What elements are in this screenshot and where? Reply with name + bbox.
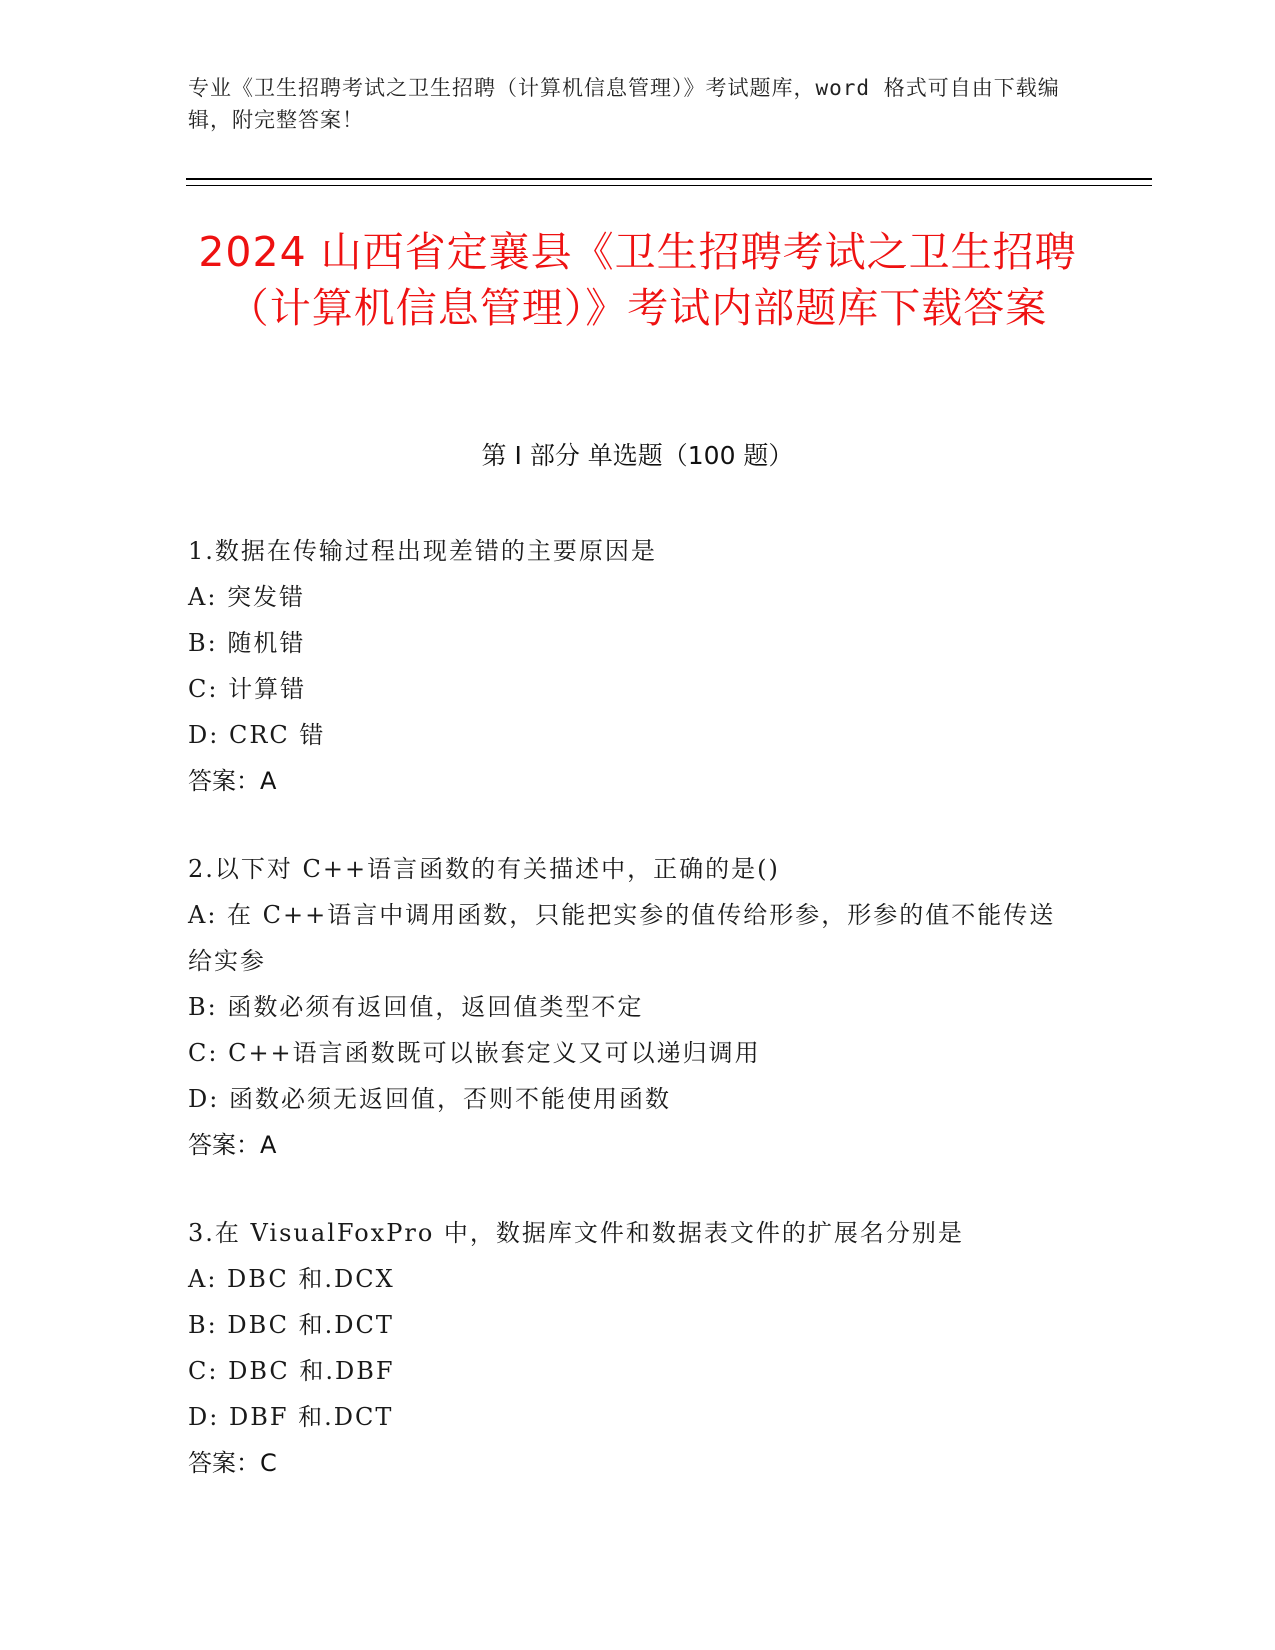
header-rule-thick [186,178,1152,180]
header-note: 专业《卫生招聘考试之卫生招聘（计算机信息管理）》考试题库，word 格式可自由下载编辑，附完整答案！ [188,76,1060,132]
option-c: C: DBC 和.DBF [188,1357,395,1385]
option-d: D: 函数必须无返回值，否则不能使用函数 [188,1085,671,1113]
question-stem: 3.在 VisualFoxPro 中，数据库文件和数据表文件的扩展名分别是 [188,1219,964,1247]
header-rule-thin [186,185,1152,186]
question-item [188,1210,1078,1486]
question-item [188,846,1078,1168]
answer-line: 答案：C [188,1449,277,1477]
option-a: A: 突发错 [188,583,306,611]
option-a: A: 在 C++语言中调用函数，只能把实参的值传给形参，形参的值不能传送给实参 [188,901,1056,975]
answer-line: 答案：A [188,1131,277,1159]
option-b: B: 随机错 [188,629,306,657]
option-d: D: CRC 错 [188,721,326,749]
question-item [188,528,1078,804]
question-stem: 1.数据在传输过程出现差错的主要原因是 [188,537,657,565]
option-c: C: 计算错 [188,675,307,703]
option-a: A: DBC 和.DCX [188,1265,395,1293]
option-b: B: 函数必须有返回值，返回值类型不定 [188,993,644,1021]
section-heading: 第 I 部分 单选题（100 题） [481,441,794,470]
document-title: 2024 山西省定襄县《卫生招聘考试之卫生招聘（计算机信息管理）》考试内部题库下载答案 [198,228,1077,332]
question-list [188,528,1078,1528]
answer-line: 答案：A [188,767,277,795]
option-d: D: DBF 和.DCT [188,1403,394,1431]
option-b: B: DBC 和.DCT [188,1311,394,1339]
option-c: C: C++语言函数既可以嵌套定义又可以递归调用 [188,1039,761,1067]
question-stem: 2.以下对 C++语言函数的有关描述中，正确的是() [188,855,780,883]
